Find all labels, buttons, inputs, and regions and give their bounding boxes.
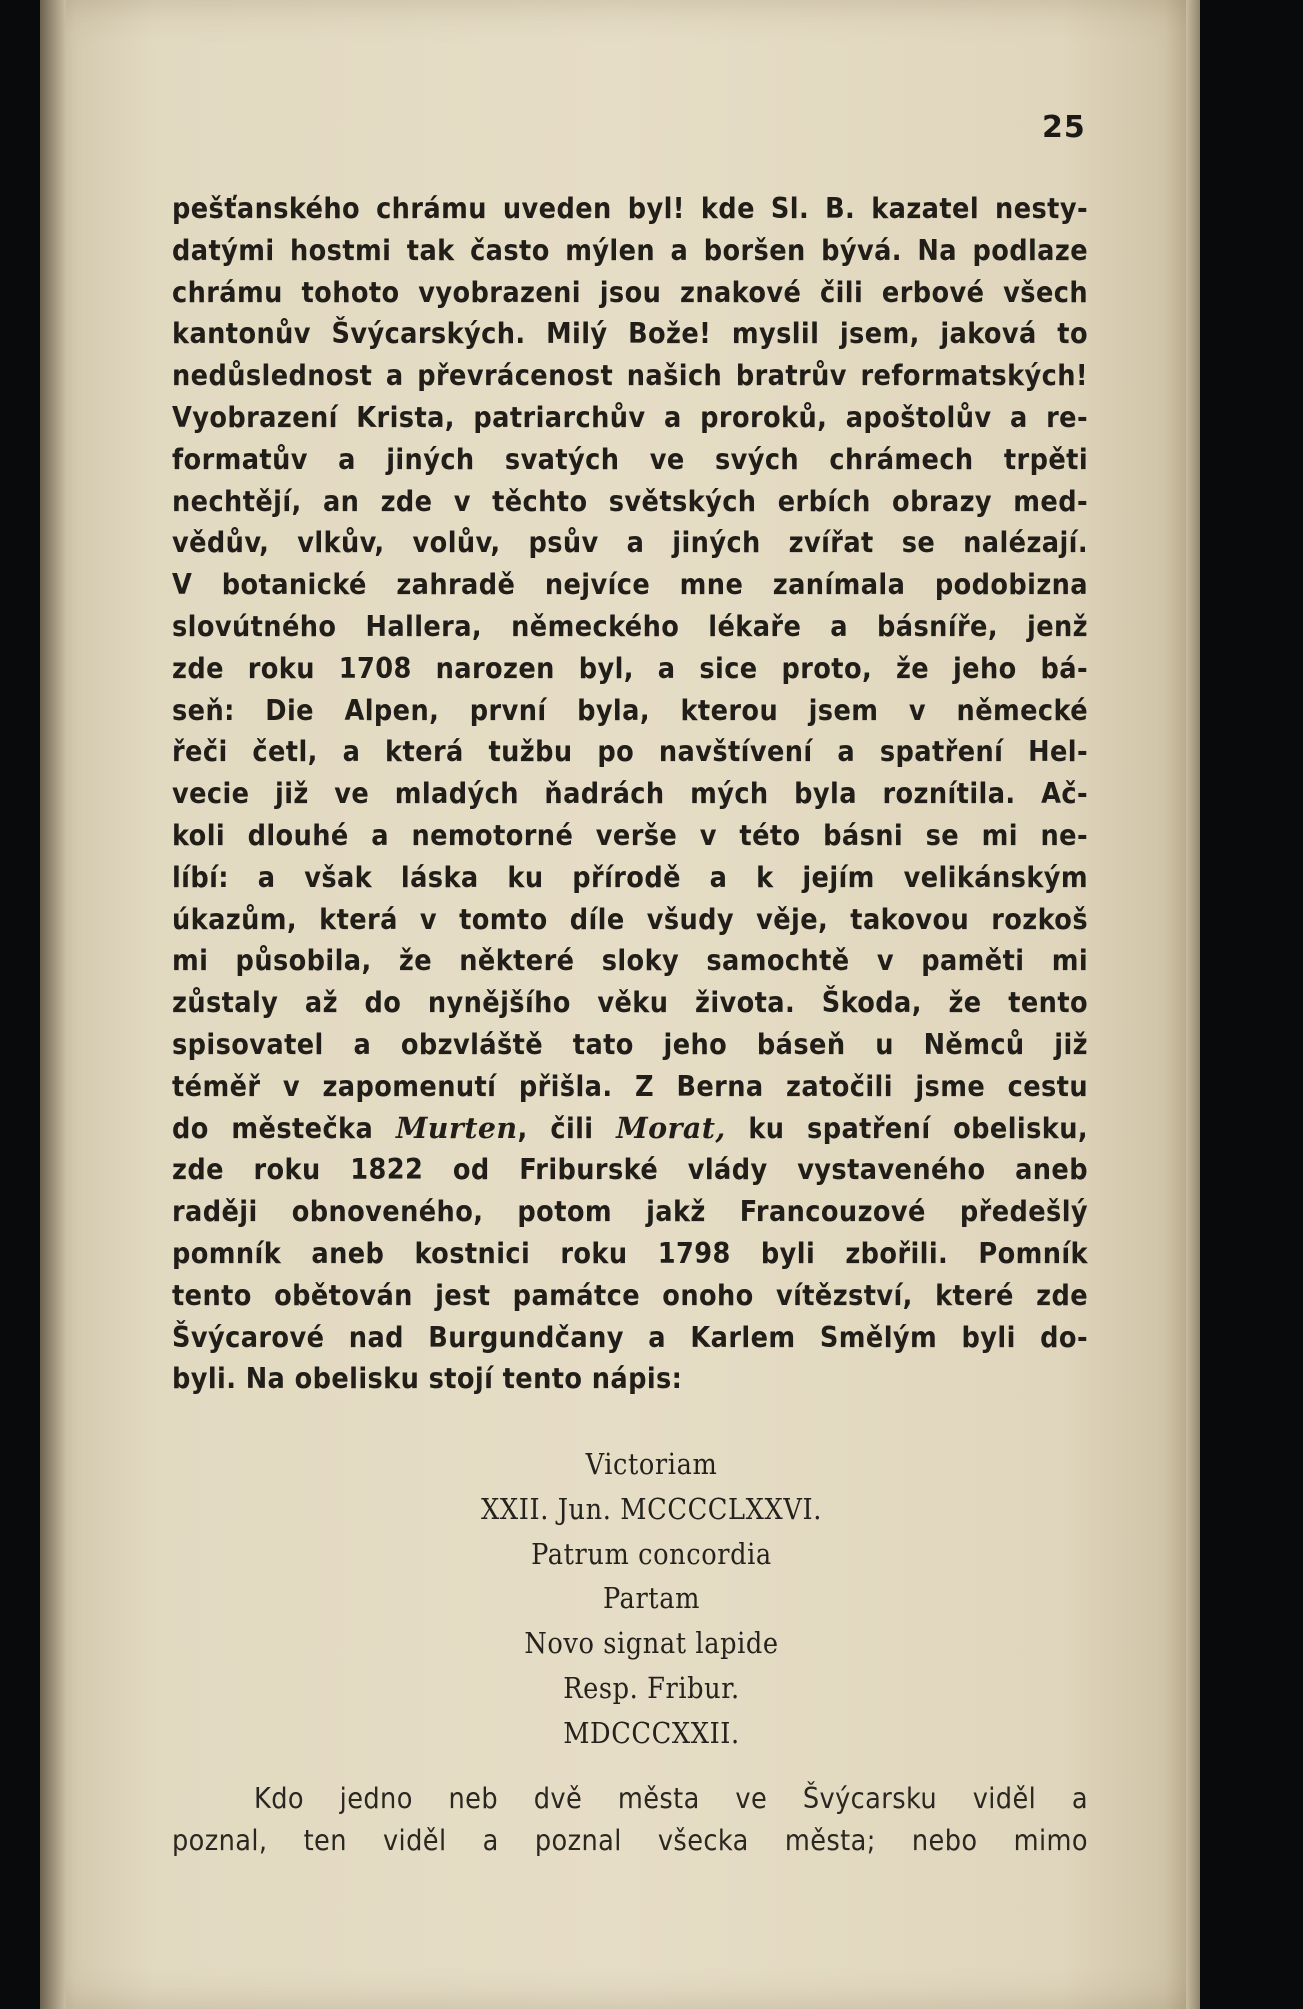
- text-line: úkazům, která v tomto díle všudy věje, takovou rozkoš: [172, 902, 1088, 936]
- text-line: zůstaly až do nynějšího věku života. Škoda, že tento: [172, 986, 1088, 1020]
- text-line: kantonův Švýcarských. Milý Bože! myslil jsem, jaková to: [172, 317, 1088, 351]
- text-fragment: ku spatření obelisku,: [725, 1111, 1089, 1145]
- text-line: pomník aneb kostnici roku 1798 byli zbořili. Pomník: [172, 1236, 1088, 1270]
- closing-paragraph: [172, 1778, 1088, 1862]
- text-line: raději obnoveného, potom jakž Francouzové předešlý: [172, 1195, 1088, 1229]
- text-line: nedůslednost a převrácenost našich bratrův reformatských!: [172, 359, 1088, 393]
- text-line: spisovatel a obzvláště tato jeho báseň u Němců již: [172, 1027, 1088, 1061]
- text-line: seň: Die Alpen, první byla, kterou jsem v německé: [172, 693, 1088, 727]
- text-line: vecie již ve mladých ňadrách mých byla roznítila. Ač-: [172, 777, 1088, 811]
- text-line: zde roku 1822 od Friburské vlády vystaveného aneb: [172, 1153, 1088, 1187]
- text-line: formatův a jiných svatých ve svých chrámech trpěti: [172, 442, 1088, 476]
- text-line: byli. Na obelisku stojí tento nápis:: [172, 1362, 683, 1396]
- text-line: vědův, vlkův, volův, psův a jiných zvířat se nalézají.: [172, 526, 1088, 560]
- text-fragment: do městečka: [172, 1111, 396, 1145]
- text-line: Vyobrazení Krista, patriarchův a proroků, apoštolův a re-: [172, 400, 1088, 434]
- text-line: slovútného Hallera, německého lékaře a básníře, jenž: [172, 609, 1088, 643]
- obelisk-inscription: [0, 1443, 1303, 1757]
- text-line-with-italics: [172, 1108, 1088, 1150]
- text-line: řeči četl, a která tužbu po navštívení a spatření Hel-: [172, 735, 1088, 769]
- text-line: datými hostmi tak často mýlen a boršen bývá. Na podlaze: [172, 233, 1088, 267]
- text-line: pešťanského chrámu uveden byl! kde Sl. B. kazatel nesty-: [172, 192, 1088, 225]
- text-line: zde roku 1708 narozen byl, a sice proto, že jeho bá-: [172, 651, 1088, 685]
- text-line: téměř v zapomenutí přišla. Z Berna zatočili jsme cestu: [172, 1069, 1088, 1103]
- main-paragraph: [172, 188, 1088, 1400]
- text-line: Švýcarové nad Burgundčany a Karlem Smělým byli do-: [172, 1320, 1088, 1354]
- text-line: Kdo jedno neb dvě města ve Švýcarsku viděl a: [254, 1782, 1088, 1815]
- text-line: tento obětován jest památce onoho vítězství, které zde: [172, 1278, 1088, 1312]
- italic-place-name-morat: Morat,: [616, 1110, 726, 1145]
- inscription-line: Novo signat lapide: [524, 1627, 779, 1661]
- inscription-line: XXII. Jun. MCCCCLXXVI.: [481, 1492, 822, 1526]
- inscription-line: Partam: [602, 1582, 700, 1616]
- page-number: 25: [1042, 110, 1086, 145]
- text-line: chrámu tohoto vyobrazeni jsou znakové čili erbové všech: [172, 275, 1088, 309]
- inscription-line: Patrum concordia: [531, 1537, 772, 1571]
- text-line: nechtějí, an zde v těchto světských erbích obrazy med-: [172, 484, 1088, 518]
- text-line: koli dlouhé a nemotorné verše v této básni se mi ne-: [172, 818, 1088, 852]
- inscription-line: Resp. Fribur.: [563, 1671, 740, 1705]
- text-fragment: čili: [527, 1111, 617, 1145]
- text-line: poznal, ten viděl a poznal všecka města; nebo mimo: [172, 1823, 1088, 1857]
- italic-place-name-murten: Murten: [395, 1110, 518, 1145]
- inscription-line: MDCCCXXII.: [563, 1716, 740, 1750]
- text-line: V botanické zahradě nejvíce mne zanímala podobizna: [172, 568, 1088, 602]
- text-fragment: ,: [517, 1111, 528, 1145]
- inscription-line: Victoriam: [585, 1448, 718, 1481]
- text-line: líbí: a však láska ku přírodě a k jejím velikánským: [172, 860, 1088, 894]
- text-line: mi působila, že některé sloky samochtě v paměti mi: [172, 944, 1088, 978]
